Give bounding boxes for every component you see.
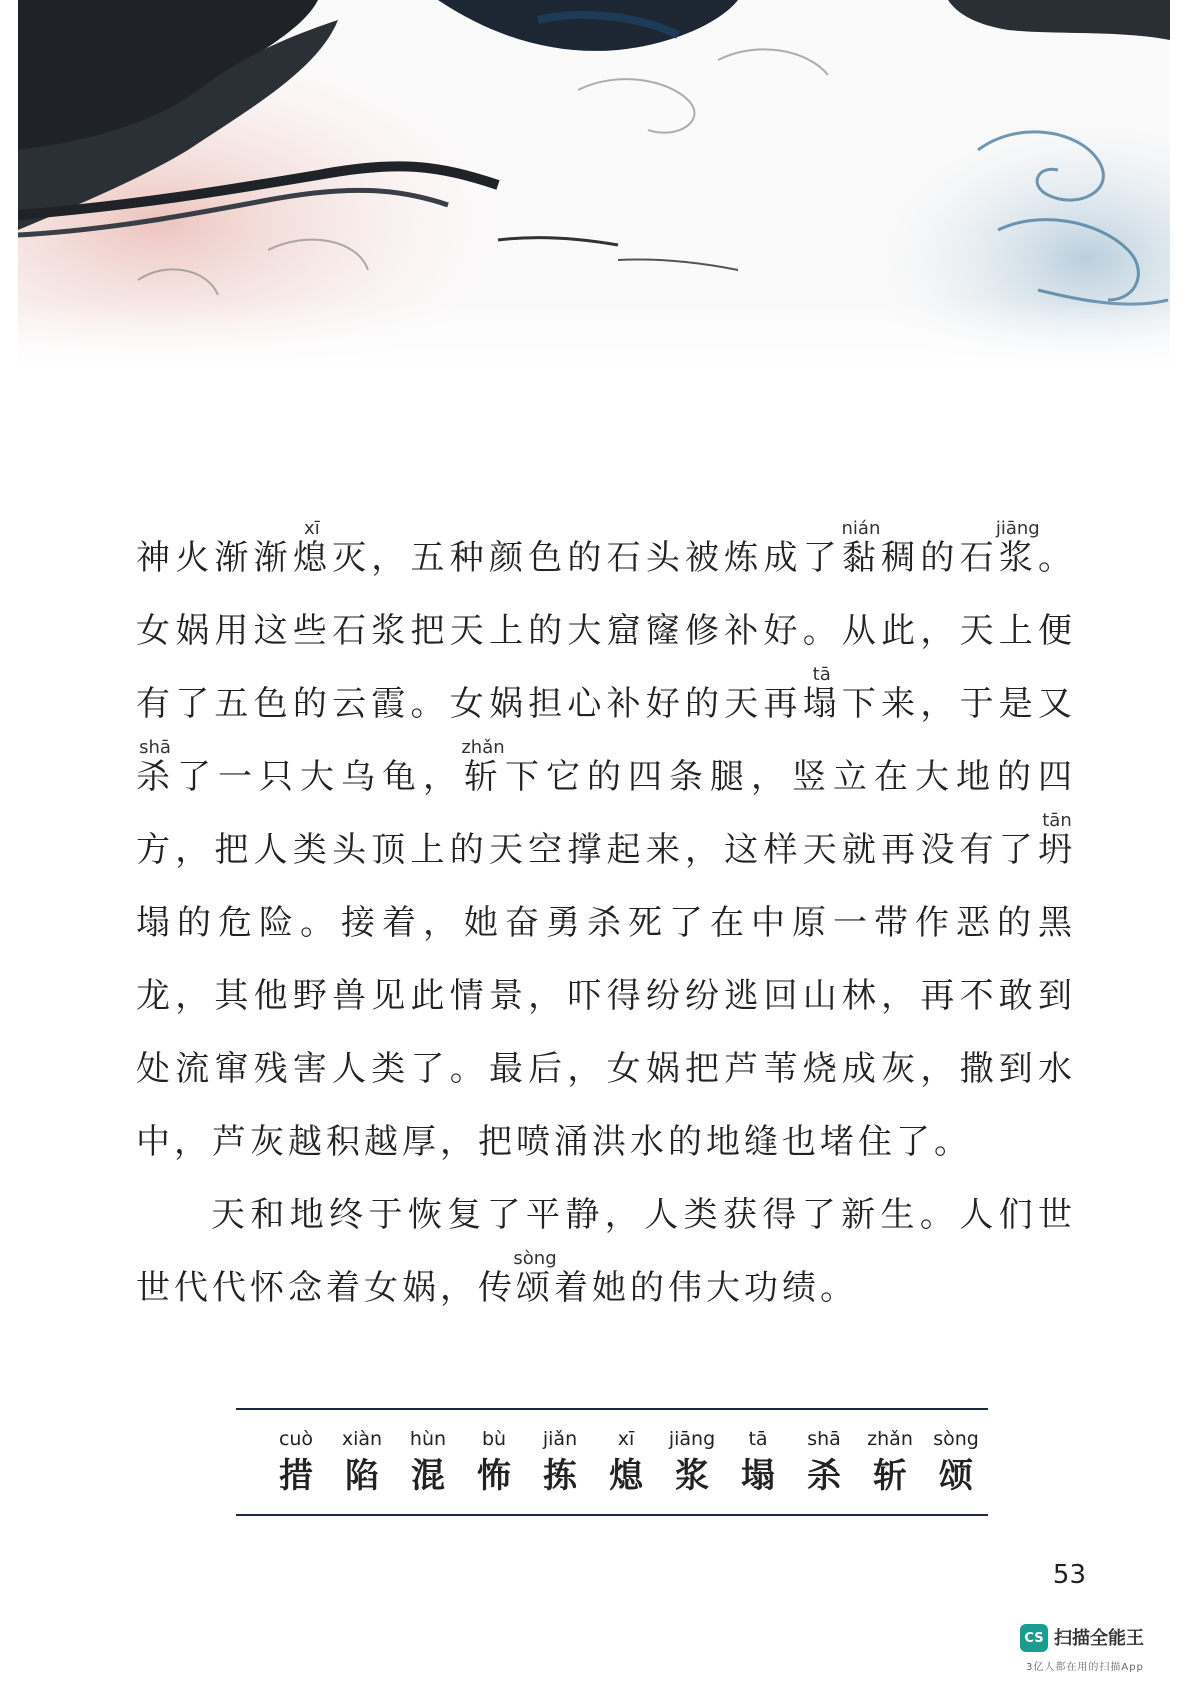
vocab-item [540,1428,580,1498]
vocab-character: 斩 [873,1456,907,1496]
pinyin-annotation: tā [802,664,841,685]
vocab-pinyin: sòng [933,1428,979,1450]
vocab-pinyin: cuò [278,1428,314,1450]
vocab-item [276,1428,316,1498]
text-run: 着她的伟大功绩。 [554,1268,858,1308]
text-run: 下来，于是又 [841,684,1077,724]
vocab-character: 颂 [939,1456,973,1496]
annotated-character: 黏nián [841,518,881,578]
vocab-pinyin: jiāng [668,1428,716,1450]
vocab-character: 拣 [543,1456,577,1496]
vocabulary-box [236,1408,988,1516]
annotated-character: 塌tā [802,664,842,724]
vocab-character: 杀 [807,1456,841,1496]
vocab-character: 塌 [741,1456,775,1496]
annotated-character: 杀shā [136,737,177,797]
vocab-item [867,1428,913,1498]
ink-painting-illustration [18,0,1170,370]
vocab-pinyin: shā [807,1428,841,1450]
page-number: 53 [1052,1560,1086,1590]
pinyin-annotation: shā [136,737,175,758]
text-run: 神火渐渐 [136,538,293,578]
pinyin-annotation: sòng [513,1248,557,1269]
vocab-pinyin: zhǎn [867,1428,913,1450]
scanner-watermark [1020,1620,1170,1676]
paragraph [136,1179,1076,1325]
vocab-pinyin: xī [617,1428,635,1450]
annotated-character: 坍tān [1038,810,1076,870]
vocab-pinyin: hùn [409,1428,447,1450]
watermark-app-name: 扫描全能王 [1054,1628,1144,1649]
vocab-item [474,1428,514,1498]
vocab-item [408,1428,448,1498]
vocab-character: 浆 [675,1456,709,1496]
text-run: 了一只大乌龟， [177,757,464,797]
pinyin-annotation: zhǎn [461,737,505,758]
pinyin-annotation: nián [841,518,881,539]
pinyin-annotation: tān [1038,810,1076,831]
annotated-character: 浆jiāng [995,518,1040,578]
vocab-character: 混 [411,1456,445,1496]
vocab-item [738,1428,778,1498]
camscanner-logo-icon: CS [1020,1624,1048,1652]
vocab-item [606,1428,646,1498]
story-text [136,520,1076,1325]
paragraph [136,520,1076,1179]
vocab-item [342,1428,382,1498]
vocab-character: 怖 [477,1456,511,1496]
watermark-slogan: 3亿人都在用的扫描App [1026,1662,1144,1673]
annotated-character: 熄xī [292,518,333,578]
vocab-pinyin: xiàn [341,1428,383,1450]
text-run: 。女娲用这些石浆把天上的大窟窿修补好。从此，天上便有了五色的云霞。女娲担心补好的天再 [136,538,1077,724]
ink-clouds-hair-icon [18,0,1170,370]
vocab-item [933,1428,979,1498]
vocab-pinyin: jiǎn [542,1428,578,1450]
pinyin-annotation: jiāng [995,518,1040,539]
pinyin-annotation: xī [292,518,331,539]
annotated-character: 斩zhǎn [461,737,505,797]
text-run: 灭，五种颜色的石头被炼成了 [332,538,842,578]
vocab-item [668,1428,716,1498]
vocab-character: 熄 [609,1456,643,1496]
text-run: 塌的危险。接着，她奋勇杀死了在中原一带作恶的黑龙，其他野兽见此情景，吓得纷纷逃回山林，再不敢到处流窜残害人类了。最后，女娲把芦苇烧成灰，撒到水中，芦灰越积越厚，把喷涌洪水的地缝也堵住了。 [136,903,1076,1162]
vocab-item [804,1428,844,1498]
vocab-character: 陷 [345,1456,379,1496]
annotated-character: 颂sòng [513,1248,557,1308]
vocab-pinyin: tā [748,1428,768,1450]
text-run: 稠的石 [879,538,999,578]
text-run: 下它的四条腿，竖立在大地的四方，把人类头顶上的天空撑起来，这样天就再没有了 [136,757,1076,870]
vocab-pinyin: bù [481,1428,507,1450]
vocab-character: 措 [279,1456,313,1496]
vocabulary-row [276,1428,979,1498]
text-run: 天和地终于恢复了平静，人类获得了新生。人们世世代代怀念着女娲，传 [136,1195,1076,1308]
